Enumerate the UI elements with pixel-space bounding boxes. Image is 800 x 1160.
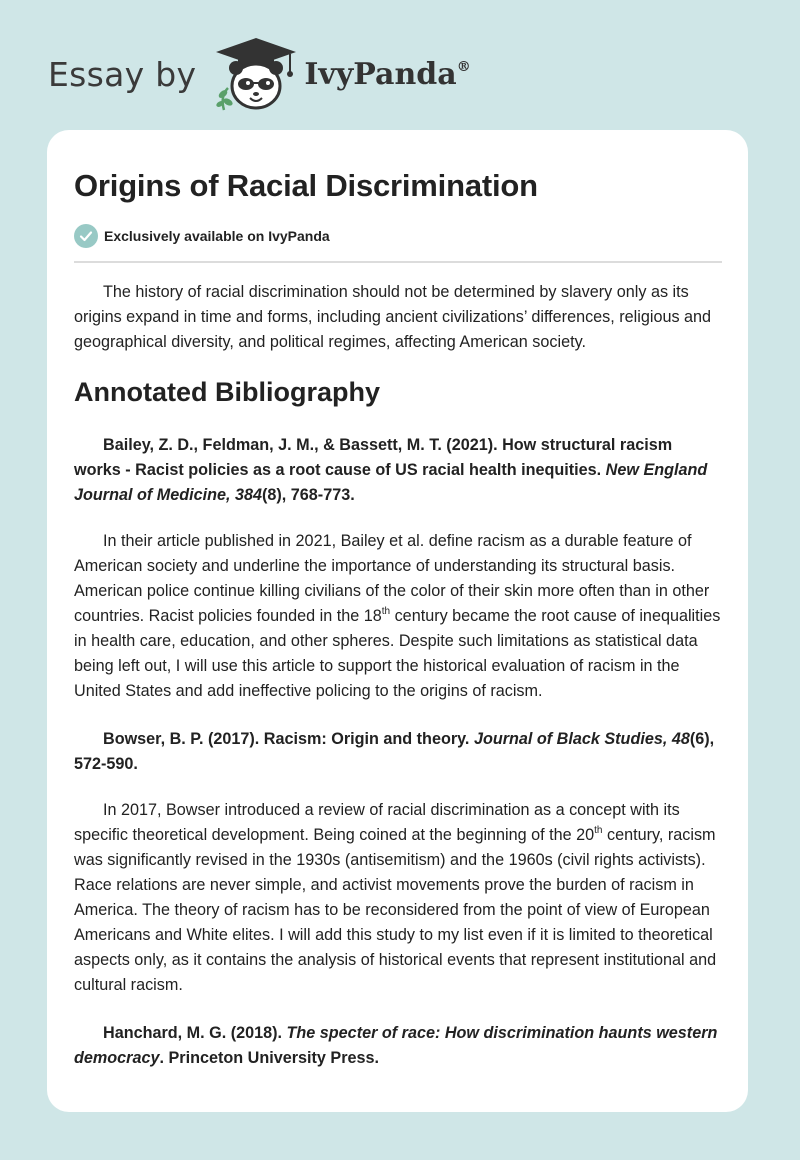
page-title: Origins of Racial Discrimination xyxy=(74,168,538,203)
registered-mark: ® xyxy=(456,58,471,75)
exclusive-badge-label: Exclusively available on IvyPanda xyxy=(104,228,330,244)
exclusive-badge xyxy=(74,224,722,248)
bibliography-reference: Bowser, B. P. (2017). Racism: Origin and theory. Journal of Black Studies, 48(6), 572-590. xyxy=(74,730,715,773)
check-icon xyxy=(74,224,98,248)
bibliography-reference: Bailey, Z. D., Feldman, J. M., & Bassett, M. T. (2021). How structural racism works - Racist policies as a root cause of US racial health inequities. New England Journal of Medicine, 384(8), 768-773. xyxy=(74,436,708,504)
bibliography-reference: Hanchard, M. G. (2018). The specter of race: How discrimination haunts western democracy. Princeton University Press. xyxy=(74,1024,718,1067)
bibliography-annotation: In 2017, Bowser introduced a review of racial discrimination as a concept with its specific theoretical development. Being coined at the beginning of the 20th century, racism was significantly revised in the 1930s (antisemitism) and the 1960s (civil rights activists). Race relations are never simple, and activist movements prove the burden of racism in America. The theory of racism has to be reconsidered from the point of view of European Americans and White elites. I will add this study to my list even if it is limited to theoretical aspects only, as it contains the analysis of historical events that represent institutional and cultural racism. xyxy=(74,801,717,994)
section-heading: Annotated Bibliography xyxy=(74,377,380,407)
bibliography-annotation: In their article published in 2021, Bailey et al. define racism as a durable feature of American society and underline the importance of understanding its structural basis. American police continue killing civilians of the color of their skin more often than in other countries. Racist policies founded in the 18th century became the root cause of inequalities in health care, education, and other spheres. Despite such limitations as statistical data being left out, I will use this article to support the historical evaluation of racism in the United States and add ineffective policing to the origins of racism. xyxy=(74,532,721,700)
essay-card xyxy=(47,130,748,1112)
essay-by-label: Essay by xyxy=(48,54,197,94)
divider xyxy=(74,261,722,263)
brand-name[interactable]: IvyPanda® xyxy=(304,56,471,92)
intro-paragraph: The history of racial discrimination should not be determined by slavery only as its origins expand in time and forms, including ancient civilizations’ differences, religious and geographical diversity, and political regimes, affecting American society. xyxy=(74,283,712,351)
site-header xyxy=(48,34,471,114)
panda-graduate-icon[interactable] xyxy=(210,34,302,114)
